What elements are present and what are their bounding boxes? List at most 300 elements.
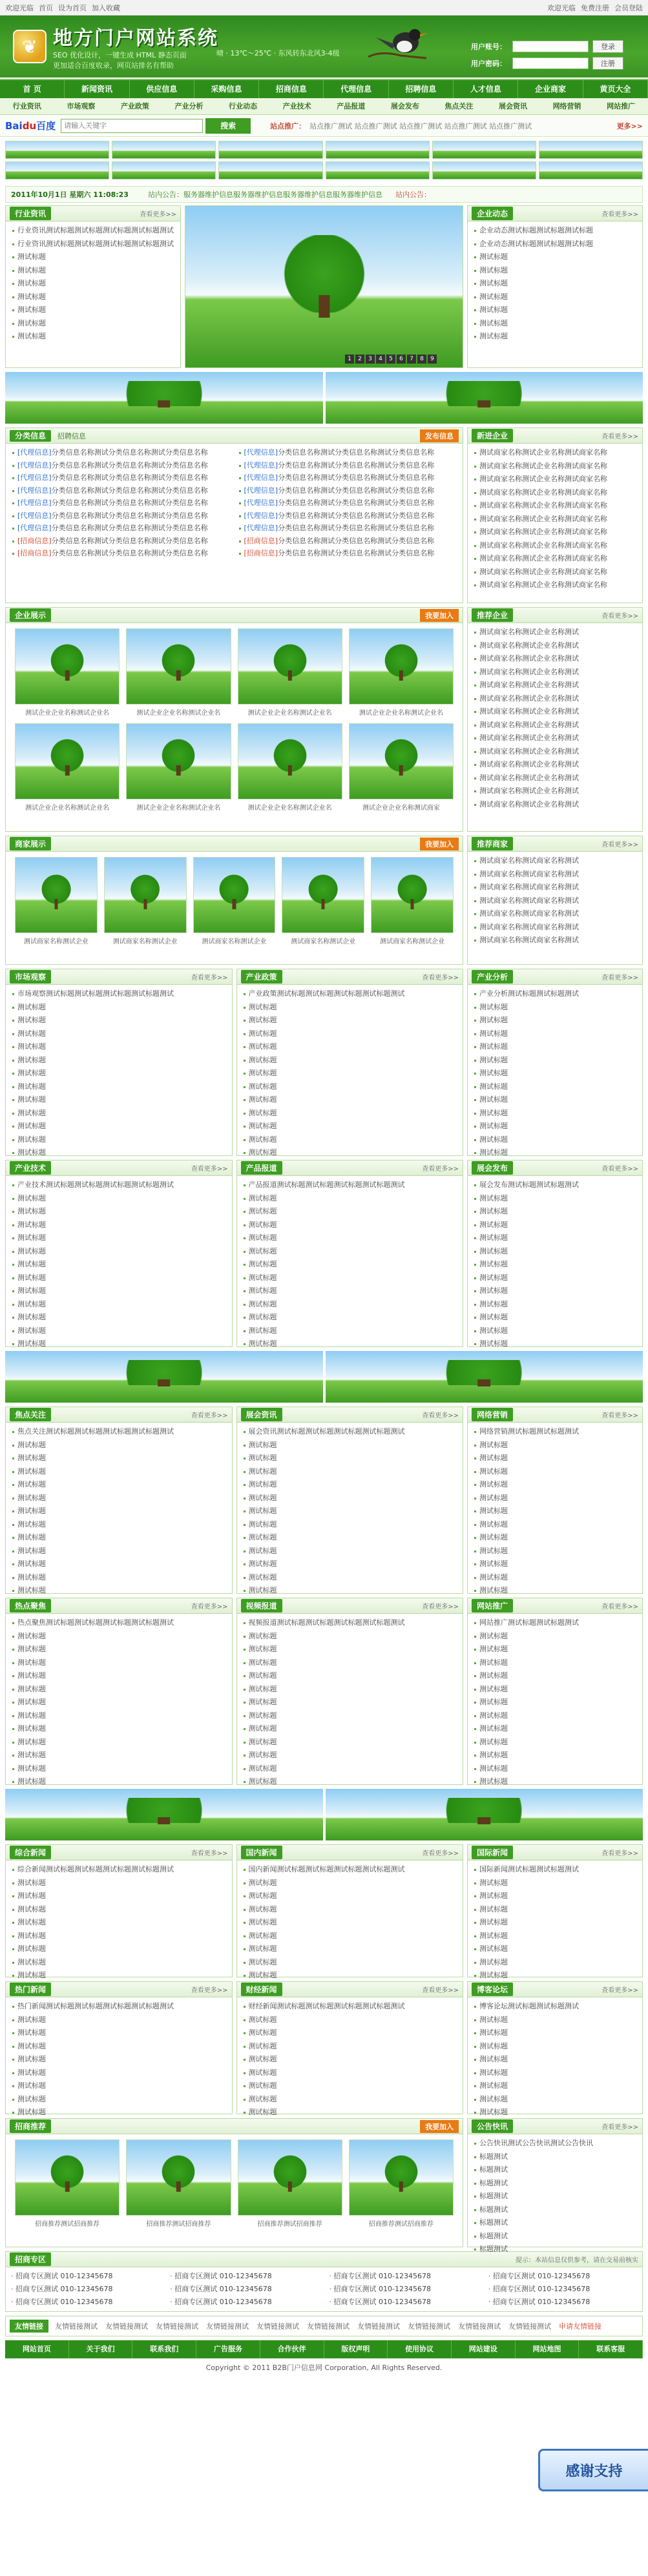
list-item[interactable]: 标题测试 bbox=[473, 2163, 637, 2177]
classified-title[interactable]: 分类信息名称测试分类信息名称测试分类信息名称 bbox=[278, 499, 435, 507]
slide-dot[interactable]: 6 bbox=[397, 355, 406, 364]
list-item[interactable]: 测试标题 bbox=[11, 1219, 227, 1232]
list-item[interactable]: 测试标题 bbox=[242, 1080, 458, 1094]
list-item[interactable]: 博客论坛测试标题测试标题测试 bbox=[473, 2000, 637, 2014]
list-item[interactable]: 测试商家名称测试企业名称测试 bbox=[473, 732, 637, 745]
invest-item[interactable]: · 招商专区测试 010-12345678 bbox=[329, 2298, 431, 2306]
ad-thumb[interactable] bbox=[112, 161, 216, 180]
classified-item[interactable]: [招商信息]分类信息名称测试分类信息名称测试分类信息名称 bbox=[11, 535, 231, 548]
search-input[interactable] bbox=[61, 119, 203, 133]
list-item[interactable]: 产品报道测试标题测试标题测试标题测试标题测试 bbox=[242, 1179, 458, 1192]
list-item[interactable]: 测试标题 bbox=[242, 1040, 458, 1054]
list-item[interactable]: 测试商家名称测试企业名称测试商家名称 bbox=[473, 486, 637, 500]
list-item[interactable]: 测试标题 bbox=[473, 1571, 637, 1585]
list-item[interactable]: 测试标题 bbox=[473, 1942, 637, 1956]
list-item[interactable]: 测试标题 bbox=[473, 1040, 637, 1054]
showcase-item[interactable] bbox=[349, 723, 454, 812]
list-item[interactable]: 测试标题 bbox=[473, 1272, 637, 1285]
list-item[interactable]: 测试标题 bbox=[242, 1762, 458, 1776]
username-input[interactable] bbox=[512, 41, 589, 52]
list-item[interactable]: 产业技术测试标题测试标题测试标题测试标题测试 bbox=[11, 1179, 227, 1192]
list-item[interactable]: 标题测试 bbox=[473, 2230, 637, 2243]
list-item[interactable]: 测试标题 bbox=[473, 1545, 637, 1558]
list-item[interactable]: 测试商家名称测试商家名称测试 bbox=[473, 854, 637, 868]
apply-link[interactable]: 申请友情链接 bbox=[559, 2322, 601, 2331]
list-item[interactable]: 测试标题 bbox=[242, 1584, 458, 1598]
list-item[interactable]: 测试标题 bbox=[473, 1080, 637, 1094]
promo-links[interactable]: 站点推广测试 站点推广测试 站点推广测试 站点推广测试 站点推广测试 bbox=[309, 121, 532, 130]
invest-title[interactable]: 招商专区测试 bbox=[333, 2272, 377, 2280]
friend-link[interactable]: 友情链接测试 bbox=[408, 2322, 450, 2331]
showcase-image[interactable] bbox=[238, 723, 342, 799]
list-item[interactable]: 测试标题 bbox=[11, 1001, 227, 1015]
login-button[interactable]: 登录 bbox=[592, 40, 623, 53]
list-item[interactable]: 测试标题 bbox=[473, 1722, 637, 1736]
classified-item[interactable]: [代理信息]分类信息名称测试分类信息名称测试分类信息名称 bbox=[238, 510, 458, 522]
list-item[interactable]: 测试标题 bbox=[242, 1324, 458, 1338]
list-item[interactable]: 测试标题 bbox=[473, 1736, 637, 1749]
showcase-item[interactable] bbox=[126, 723, 231, 812]
showcase-image[interactable] bbox=[104, 857, 187, 933]
list-item[interactable]: 测试商家名称测试企业名称测试 bbox=[473, 705, 637, 719]
footer-nav-item[interactable]: 版权声明 bbox=[324, 2340, 388, 2358]
list-item[interactable]: 测试标题 bbox=[242, 1531, 458, 1545]
list-item[interactable]: 测试标题 bbox=[242, 1258, 458, 1272]
list-item[interactable]: 测试标题 bbox=[11, 1107, 227, 1120]
join-button[interactable]: 我要加入 bbox=[420, 2120, 459, 2133]
list-item[interactable]: 测试标题 bbox=[11, 1478, 227, 1492]
invest-title[interactable]: 招商专区测试 bbox=[174, 2298, 218, 2306]
slide-dot[interactable]: 4 bbox=[376, 355, 385, 364]
invest-title[interactable]: 招商专区测试 bbox=[174, 2285, 218, 2293]
list-item[interactable]: 测试标题 bbox=[473, 2106, 637, 2119]
list-item[interactable]: 测试商家名称测试商家名称测试 bbox=[473, 881, 637, 894]
classified-title[interactable]: 分类信息名称测试分类信息名称测试分类信息名称 bbox=[51, 499, 208, 507]
friend-link[interactable]: 友情链接测试 bbox=[105, 2322, 148, 2331]
list-item[interactable]: 标题测试 bbox=[473, 2150, 637, 2164]
list-item[interactable]: 测试标题 bbox=[11, 2093, 227, 2107]
list-item[interactable]: 测试标题 bbox=[11, 2040, 227, 2054]
list-item[interactable]: 测试商家名称测试商家名称测试 bbox=[473, 907, 637, 921]
list-item[interactable]: 测试标题 bbox=[242, 1916, 458, 1930]
list-item[interactable]: 测试标题 bbox=[11, 1452, 227, 1465]
list-item[interactable]: 测试标题 bbox=[242, 1107, 458, 1120]
classified-item[interactable]: [代理信息]分类信息名称测试分类信息名称测试分类信息名称 bbox=[238, 471, 458, 484]
list-item[interactable]: 展会发布测试标题测试标题测试 bbox=[473, 1179, 637, 1192]
top-link[interactable]: 首页 bbox=[39, 3, 53, 12]
showcase-item[interactable] bbox=[15, 2139, 120, 2228]
showcase-caption[interactable]: 测试商家名称测试企业 bbox=[202, 938, 267, 945]
list-item[interactable]: 测试标题 bbox=[242, 1014, 458, 1027]
showcase-item[interactable] bbox=[238, 628, 342, 717]
more-link[interactable]: 查看更多>> bbox=[601, 1987, 638, 1994]
subnav-item[interactable]: 焦点关注 bbox=[444, 102, 474, 110]
invest-item[interactable]: · 招商专区测试 010-12345678 bbox=[488, 2272, 591, 2280]
classified-title[interactable]: 分类信息名称测试分类信息名称测试分类信息名称 bbox=[51, 549, 208, 557]
list-item[interactable]: 测试标题 bbox=[11, 1054, 227, 1067]
list-item[interactable]: 测试标题 bbox=[242, 1558, 458, 1571]
more-link[interactable]: 查看更多>> bbox=[601, 1412, 638, 1419]
list-item[interactable]: 测试标题 bbox=[473, 1205, 637, 1219]
list-item[interactable]: 测试商家名称测试企业名称测试商家名称 bbox=[473, 460, 637, 473]
footer-nav-item[interactable]: 关于我们 bbox=[69, 2340, 133, 2358]
showcase-item[interactable] bbox=[126, 2139, 231, 2228]
logo[interactable] bbox=[13, 22, 218, 71]
list-item[interactable]: 测试标题 bbox=[242, 1298, 458, 1312]
more-link[interactable]: 查看更多>> bbox=[601, 613, 638, 620]
list-item[interactable]: 测试标题 bbox=[11, 1192, 227, 1206]
list-item[interactable]: 综合新闻测试标题测试标题测试标题测试标题测试 bbox=[11, 1863, 227, 1877]
subnav-item[interactable]: 展会发布 bbox=[390, 102, 419, 110]
classified-item[interactable]: [代理信息]分类信息名称测试分类信息名称测试分类信息名称 bbox=[11, 510, 231, 522]
list-item[interactable]: 测试标题 bbox=[473, 2040, 637, 2054]
more-link[interactable]: 查看更多>> bbox=[191, 1987, 228, 1994]
list-item[interactable]: 测试标题 bbox=[11, 1505, 227, 1518]
showcase-caption[interactable]: 测试商家名称测试企业 bbox=[291, 938, 356, 945]
list-item[interactable]: 测试标题 bbox=[11, 1014, 227, 1027]
list-item[interactable]: 测试商家名称测试企业名称测试 bbox=[473, 745, 637, 759]
nav-item[interactable]: 首 页 bbox=[0, 80, 65, 98]
classified-title[interactable]: 分类信息名称测试分类信息名称测试分类信息名称 bbox=[51, 486, 208, 495]
showcase-caption[interactable]: 招商推荐测试招商推荐 bbox=[368, 2221, 434, 2228]
list-item[interactable]: 测试标题 bbox=[242, 1067, 458, 1080]
list-item[interactable]: 测试标题 bbox=[242, 1696, 458, 1709]
list-item[interactable]: 行业资讯测试标题测试标题测试标题测试标题测试 bbox=[11, 238, 175, 251]
classified-item[interactable]: [代理信息]分类信息名称测试分类信息名称测试分类信息名称 bbox=[11, 484, 231, 497]
list-item[interactable]: 测试标题 bbox=[473, 264, 637, 278]
invest-item[interactable]: · 招商专区测试 010-12345678 bbox=[488, 2298, 591, 2306]
ad-banner[interactable] bbox=[5, 1351, 643, 1403]
more-link[interactable]: 查看更多>> bbox=[601, 1603, 638, 1611]
list-item[interactable]: 测试标题 bbox=[473, 1001, 637, 1015]
list-item[interactable]: 测试商家名称测试商家名称测试 bbox=[473, 894, 637, 908]
classified-item[interactable]: [代理信息]分类信息名称测试分类信息名称测试分类信息名称 bbox=[238, 446, 458, 459]
list-item[interactable]: 测试标题 bbox=[473, 251, 637, 264]
list-item[interactable]: 测试标题 bbox=[473, 1231, 637, 1245]
more-link[interactable]: 查看更多>> bbox=[422, 1166, 459, 1173]
more-link[interactable]: 查看更多>> bbox=[422, 1603, 459, 1611]
list-item[interactable]: 测试标题 bbox=[242, 1930, 458, 1943]
list-item[interactable]: 测试标题 bbox=[11, 1080, 227, 1094]
friend-link[interactable]: 友情链接测试 bbox=[55, 2322, 98, 2331]
list-item[interactable]: 测试标题 bbox=[11, 1258, 227, 1272]
list-item[interactable]: 测试标题 bbox=[242, 1683, 458, 1696]
list-item[interactable]: 测试标题 bbox=[473, 1683, 637, 1696]
subnav-item[interactable]: 产业分析 bbox=[174, 102, 204, 110]
join-button[interactable]: 我要加入 bbox=[420, 609, 459, 622]
list-item[interactable]: 测试标题 bbox=[242, 1146, 458, 1160]
nav-item[interactable]: 企业商家 bbox=[518, 80, 583, 98]
list-item[interactable]: 测试标题 bbox=[242, 1231, 458, 1245]
list-item[interactable]: 测试标题 bbox=[11, 1669, 227, 1683]
list-item[interactable]: 公告快讯测试公告快讯测试公告快讯 bbox=[473, 2137, 637, 2150]
classified-title[interactable]: 分类信息名称测试分类信息名称测试分类信息名称 bbox=[51, 460, 208, 469]
footer-nav-item[interactable]: 使用协议 bbox=[388, 2340, 452, 2358]
more-link[interactable]: 查看更多>> bbox=[601, 2124, 638, 2131]
list-item[interactable]: 测试标题 bbox=[473, 1439, 637, 1452]
list-item[interactable]: 标题测试 bbox=[473, 2177, 637, 2190]
list-item[interactable]: 测试标题 bbox=[242, 1630, 458, 1643]
list-item[interactable]: 热门新闻测试标题测试标题测试标题测试标题测试 bbox=[11, 2000, 227, 2014]
list-item[interactable]: 测试标题 bbox=[473, 1258, 637, 1272]
list-item[interactable]: 测试标题 bbox=[473, 1584, 637, 1598]
list-item[interactable]: 测试标题 bbox=[242, 1219, 458, 1232]
list-item[interactable]: 测试商家名称测试企业名称测试商家名称 bbox=[473, 579, 637, 592]
list-item[interactable]: 测试标题 bbox=[11, 1584, 227, 1598]
list-item[interactable]: 测试标题 bbox=[242, 1709, 458, 1723]
list-item[interactable]: 测试标题 bbox=[473, 1284, 637, 1298]
list-item[interactable]: 测试标题 bbox=[242, 1001, 458, 1015]
showcase-image[interactable] bbox=[15, 2139, 120, 2216]
list-item[interactable]: 测试标题 bbox=[11, 1545, 227, 1558]
showcase-caption[interactable]: 测试商家名称测试企业 bbox=[112, 938, 178, 945]
password-input[interactable] bbox=[512, 57, 589, 69]
list-item[interactable]: 测试标题 bbox=[473, 2026, 637, 2040]
list-item[interactable]: 测试标题 bbox=[11, 1656, 227, 1670]
showcase-image[interactable] bbox=[15, 857, 98, 933]
subnav-item[interactable]: 展会资讯 bbox=[498, 102, 527, 110]
classified-item[interactable]: [代理信息]分类信息名称测试分类信息名称测试分类信息名称 bbox=[11, 522, 231, 535]
list-item[interactable]: 测试商家名称测试企业名称测试 bbox=[473, 626, 637, 639]
invest-item[interactable]: · 招商专区测试 010-12345678 bbox=[488, 2285, 591, 2293]
list-item[interactable]: 测试标题 bbox=[473, 2093, 637, 2107]
showcase-caption[interactable]: 测试商家名称测试企业 bbox=[23, 938, 89, 945]
list-item[interactable]: 产业分析测试标题测试标题测试 bbox=[473, 987, 637, 1001]
list-item[interactable]: 测试标题 bbox=[473, 1093, 637, 1107]
list-item[interactable]: 测试商家名称测试企业名称测试商家名称 bbox=[473, 539, 637, 553]
list-item[interactable]: 测试标题 bbox=[242, 1571, 458, 1585]
list-item[interactable]: 财经新闻测试标题测试标题测试标题测试标题测试 bbox=[242, 2000, 458, 2014]
list-item[interactable]: 测试标题 bbox=[242, 1120, 458, 1133]
join-button[interactable]: 我要加入 bbox=[420, 838, 459, 850]
invest-title[interactable]: 招商专区测试 bbox=[16, 2285, 58, 2293]
list-item[interactable]: 测试标题 bbox=[473, 2079, 637, 2093]
showcase-image[interactable] bbox=[15, 723, 120, 799]
list-item[interactable]: 测试标题 bbox=[11, 1890, 227, 1903]
list-item[interactable]: 测试标题 bbox=[11, 1531, 227, 1545]
footer-nav-item[interactable]: 广告服务 bbox=[196, 2340, 260, 2358]
showcase-image[interactable] bbox=[349, 628, 454, 705]
subnav-item[interactable]: 产品报道 bbox=[337, 102, 366, 110]
more-link[interactable]: 查看更多>> bbox=[601, 433, 638, 440]
nav-item[interactable]: 采购信息 bbox=[194, 80, 259, 98]
invest-item[interactable]: · 招商专区测试 010-12345678 bbox=[329, 2285, 431, 2293]
list-item[interactable]: 标题测试 bbox=[473, 2190, 637, 2203]
showcase-item[interactable] bbox=[238, 2139, 342, 2228]
list-item[interactable]: 测试标题 bbox=[242, 1337, 458, 1351]
showcase-item[interactable] bbox=[371, 857, 454, 945]
invest-title[interactable]: 招商专区测试 bbox=[333, 2298, 377, 2306]
list-item[interactable]: 市场观察测试标题测试标题测试标题测试标题测试 bbox=[11, 987, 227, 1001]
subnav-item[interactable]: 行业资讯 bbox=[12, 102, 41, 110]
list-item[interactable]: 测试标题 bbox=[242, 1027, 458, 1041]
showcase-item[interactable] bbox=[282, 857, 364, 945]
showcase-item[interactable] bbox=[193, 857, 276, 945]
list-item[interactable]: 测试标题 bbox=[11, 1930, 227, 1943]
list-item[interactable]: 展会资讯测试标题测试标题测试标题测试标题测试 bbox=[242, 1425, 458, 1439]
showcase-image[interactable] bbox=[15, 628, 120, 705]
list-item[interactable]: 测试标题 bbox=[242, 2040, 458, 2054]
ad-thumb[interactable] bbox=[326, 141, 430, 159]
classified-title[interactable]: 分类信息名称测试分类信息名称测试分类信息名称 bbox=[278, 524, 435, 532]
floating-ad[interactable]: 感谢支持 bbox=[538, 2449, 648, 2491]
showcase-item[interactable] bbox=[104, 857, 187, 945]
list-item[interactable]: 测试标题 bbox=[11, 1942, 227, 1956]
list-item[interactable]: 测试标题 bbox=[11, 291, 175, 304]
classified-title[interactable]: 分类信息名称测试分类信息名称测试分类信息名称 bbox=[51, 536, 208, 545]
list-item[interactable]: 测试商家名称测试企业名称测试 bbox=[473, 639, 637, 653]
nav-item[interactable]: 招聘信息 bbox=[389, 80, 454, 98]
classified-title[interactable]: 分类信息名称测试分类信息名称测试分类信息名称 bbox=[51, 448, 208, 457]
invest-title[interactable]: 招商专区测试 bbox=[333, 2285, 377, 2293]
ad-thumb[interactable] bbox=[432, 161, 536, 180]
list-item[interactable]: 测试标题 bbox=[11, 1465, 227, 1479]
list-item[interactable]: 测试标题 bbox=[242, 1877, 458, 1890]
list-item[interactable]: 测试标题 bbox=[242, 1192, 458, 1206]
ad-thumb[interactable] bbox=[539, 161, 643, 180]
list-item[interactable]: 热点聚焦测试标题测试标题测试标题测试标题测试 bbox=[11, 1616, 227, 1630]
showcase-item[interactable] bbox=[238, 723, 342, 812]
list-item[interactable]: 测试标题 bbox=[11, 2014, 227, 2027]
showcase-item[interactable] bbox=[349, 628, 454, 717]
list-item[interactable]: 测试商家名称测试企业名称测试 bbox=[473, 692, 637, 706]
list-item[interactable]: 测试标题 bbox=[11, 1903, 227, 1917]
invest-item[interactable]: · 招商专区测试 010-12345678 bbox=[11, 2272, 113, 2280]
classified-item[interactable]: [招商信息]分类信息名称测试分类信息名称测试分类信息名称 bbox=[238, 547, 458, 560]
list-item[interactable]: 网站推广测试标题测试标题测试 bbox=[473, 1616, 637, 1630]
more-link[interactable]: 查看更多>> bbox=[191, 1603, 228, 1611]
list-item[interactable]: 标题测试 bbox=[473, 2216, 637, 2230]
list-item[interactable]: 测试标题 bbox=[11, 2106, 227, 2119]
list-item[interactable]: 测试标题 bbox=[473, 2053, 637, 2066]
more-link[interactable]: 查看更多>> bbox=[601, 841, 638, 849]
classified-item[interactable]: [代理信息]分类信息名称测试分类信息名称测试分类信息名称 bbox=[11, 459, 231, 472]
ad-thumb[interactable] bbox=[112, 141, 216, 159]
more-link[interactable]: 查看更多>> bbox=[422, 1850, 459, 1857]
subnav-item[interactable]: 市场观察 bbox=[67, 102, 96, 110]
friend-link[interactable]: 友情链接测试 bbox=[357, 2322, 400, 2331]
friend-link[interactable]: 友情链接测试 bbox=[508, 2322, 551, 2331]
showcase-image[interactable] bbox=[126, 2139, 231, 2216]
list-item[interactable]: 测试标题 bbox=[473, 2066, 637, 2080]
nav-item[interactable]: 代理信息 bbox=[324, 80, 388, 98]
list-item[interactable]: 测试标题 bbox=[242, 2014, 458, 2027]
more-link[interactable]: 查看更多>> bbox=[601, 974, 638, 982]
list-item[interactable]: 测试标题 bbox=[11, 1518, 227, 1532]
list-item[interactable]: 测试标题 bbox=[11, 1067, 227, 1080]
classified-title[interactable]: 分类信息名称测试分类信息名称测试分类信息名称 bbox=[51, 524, 208, 532]
classified-item[interactable]: [代理信息]分类信息名称测试分类信息名称测试分类信息名称 bbox=[238, 522, 458, 535]
list-item[interactable]: 测试标题 bbox=[473, 1630, 637, 1643]
list-item[interactable]: 测试商家名称测试企业名称测试 bbox=[473, 666, 637, 679]
list-item[interactable]: 测试标题 bbox=[473, 277, 637, 291]
list-item[interactable]: 测试标题 bbox=[11, 317, 175, 331]
list-item[interactable]: 测试标题 bbox=[473, 317, 637, 331]
list-item[interactable]: 测试标题 bbox=[473, 1146, 637, 1160]
showcase-image[interactable] bbox=[193, 857, 276, 933]
list-item[interactable]: 测试标题 bbox=[473, 1245, 637, 1259]
slide-dot[interactable]: 9 bbox=[428, 355, 437, 364]
list-item[interactable]: 测试标题 bbox=[242, 1465, 458, 1479]
list-item[interactable]: 测试标题 bbox=[473, 1903, 637, 1917]
showcase-caption[interactable]: 测试企业企业名称测试企业名 bbox=[136, 710, 221, 717]
list-item[interactable]: 焦点关注测试标题测试标题测试标题测试标题测试 bbox=[11, 1425, 227, 1439]
invest-title[interactable]: 招商专区测试 bbox=[16, 2272, 58, 2280]
nav-item[interactable]: 新闻资讯 bbox=[65, 80, 129, 98]
list-item[interactable]: 测试标题 bbox=[473, 291, 637, 304]
list-item[interactable]: 测试标题 bbox=[242, 1518, 458, 1532]
list-item[interactable]: 测试商家名称测试企业名称测试商家名称 bbox=[473, 526, 637, 539]
list-item[interactable]: 视频报道测试标题测试标题测试标题测试标题测试 bbox=[242, 1616, 458, 1630]
list-item[interactable]: 测试标题 bbox=[473, 1956, 637, 1970]
list-item[interactable]: 测试标题 bbox=[473, 1531, 637, 1545]
list-item[interactable]: 测试标题 bbox=[11, 1040, 227, 1054]
list-item[interactable]: 测试标题 bbox=[11, 2026, 227, 2040]
list-item[interactable]: 测试标题 bbox=[473, 1219, 637, 1232]
login-link[interactable]: 会员登陆 bbox=[614, 3, 643, 12]
invest-title[interactable]: 招商专区测试 bbox=[492, 2285, 536, 2293]
list-item[interactable]: 测试商家名称测试企业名称测试商家名称 bbox=[473, 473, 637, 486]
list-item[interactable]: 测试标题 bbox=[473, 1505, 637, 1518]
list-item[interactable]: 国际新闻测试标题测试标题测试 bbox=[473, 1863, 637, 1877]
footer-nav-item[interactable]: 联系我们 bbox=[132, 2340, 196, 2358]
more-link[interactable]: 查看更多>> bbox=[601, 1850, 638, 1857]
classified-title[interactable]: 分类信息名称测试分类信息名称测试分类信息名称 bbox=[278, 448, 435, 457]
classified-item[interactable]: [代理信息]分类信息名称测试分类信息名称测试分类信息名称 bbox=[11, 446, 231, 459]
list-item[interactable]: 测试标题 bbox=[242, 1311, 458, 1324]
showcase-image[interactable] bbox=[238, 2139, 342, 2216]
invest-title[interactable]: 招商专区测试 bbox=[492, 2298, 536, 2306]
list-item[interactable]: 标题测试 bbox=[473, 2243, 637, 2256]
list-item[interactable]: 测试标题 bbox=[242, 2079, 458, 2093]
list-item[interactable]: 测试标题 bbox=[242, 1643, 458, 1656]
list-item[interactable]: 测试标题 bbox=[473, 1027, 637, 1041]
invest-title[interactable]: 招商专区测试 bbox=[16, 2298, 58, 2306]
list-item[interactable]: 测试标题 bbox=[473, 1054, 637, 1067]
list-item[interactable]: 测试标题 bbox=[473, 1518, 637, 1532]
list-item[interactable]: 测试商家名称测试企业名称测试 bbox=[473, 785, 637, 798]
classified-item[interactable]: [代理信息]分类信息名称测试分类信息名称测试分类信息名称 bbox=[238, 497, 458, 510]
list-item[interactable]: 测试标题 bbox=[11, 304, 175, 317]
showcase-caption[interactable]: 招商推荐测试招商推荐 bbox=[35, 2221, 100, 2228]
classified-item[interactable]: [代理信息]分类信息名称测试分类信息名称测试分类信息名称 bbox=[11, 497, 231, 510]
list-item[interactable]: 测试标题 bbox=[473, 1478, 637, 1492]
list-item[interactable]: 测试标题 bbox=[473, 1669, 637, 1683]
ad-thumb[interactable] bbox=[432, 141, 536, 159]
list-item[interactable]: 测试标题 bbox=[473, 1877, 637, 1890]
classified-item[interactable]: [代理信息]分类信息名称测试分类信息名称测试分类信息名称 bbox=[238, 484, 458, 497]
friend-link[interactable]: 友情链接测试 bbox=[206, 2322, 249, 2331]
list-item[interactable]: 测试标题 bbox=[11, 1027, 227, 1041]
list-item[interactable]: 测试标题 bbox=[11, 1284, 227, 1298]
list-item[interactable]: 行业资讯测试标题测试标题测试标题测试标题测试 bbox=[11, 224, 175, 238]
list-item[interactable]: 测试标题 bbox=[242, 1492, 458, 1505]
list-item[interactable]: 企业动态测试标题测试标题测试标题 bbox=[473, 238, 637, 251]
list-item[interactable]: 测试标题 bbox=[473, 1916, 637, 1930]
list-item[interactable]: 测试标题 bbox=[11, 1272, 227, 1285]
list-item[interactable]: 测试标题 bbox=[473, 1709, 637, 1723]
list-item[interactable]: 测试商家名称测试商家名称测试 bbox=[473, 934, 637, 947]
list-item[interactable]: 测试商家名称测试企业名称测试商家名称 bbox=[473, 566, 637, 579]
showcase-image[interactable] bbox=[282, 857, 364, 933]
list-item[interactable]: 测试标题 bbox=[11, 1245, 227, 1259]
list-item[interactable]: 测试标题 bbox=[11, 2066, 227, 2080]
classified-title[interactable]: 分类信息名称测试分类信息名称测试分类信息名称 bbox=[278, 486, 435, 495]
showcase-image[interactable] bbox=[238, 628, 342, 705]
more-link[interactable]: 查看更多>> bbox=[191, 1850, 228, 1857]
list-item[interactable]: 标题测试 bbox=[473, 2203, 637, 2217]
list-item[interactable]: 测试标题 bbox=[473, 2014, 637, 2027]
